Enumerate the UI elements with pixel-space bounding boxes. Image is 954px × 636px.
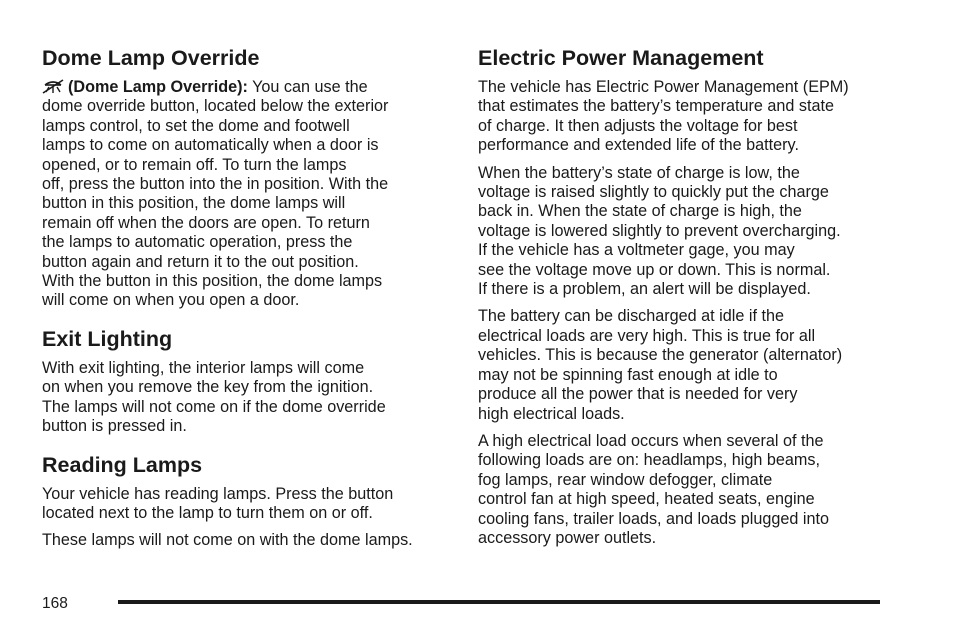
reading-lamps-body-1: Your vehicle has reading lamps. Press the button located next to the lamp to turn them on or off.	[42, 484, 394, 522]
reading-lamps-body-2: These lamps will not come on with the dome lamps.	[42, 531, 413, 550]
dome-lamp-override-text-rest: dome override button, located below the exterior lamps control, to set the dome and footwell lamps to come on automatically when a door is opened, or to remain off. To turn the lamps off, press the button into the in position. With the button in this position, the dome lamps will remain off when the doors are open. To return the lamps to automatic operation, press the button again and return it to the out position. With the button in this position, the dome lamps will come on when you open a door.	[42, 97, 389, 310]
page-number: 168	[42, 595, 68, 612]
exit-lighting-section	[42, 325, 447, 437]
right-column	[478, 44, 883, 556]
electric-power-management-heading: Electric Power Management	[478, 46, 764, 70]
exit-lighting-heading: Exit Lighting	[42, 326, 173, 351]
dome-lamp-override-label: (Dome Lamp Override):	[68, 78, 248, 96]
reading-lamps-heading: Reading Lamps	[42, 452, 203, 477]
footer-rule	[118, 600, 880, 604]
reading-lamps-section	[42, 451, 447, 551]
electric-power-management-section	[478, 44, 883, 548]
dome-lamp-override-section	[42, 44, 447, 311]
left-column	[42, 44, 447, 559]
dome-lamp-override-heading: Dome Lamp Override	[42, 46, 260, 70]
dome-lamp-override-icon	[42, 79, 64, 94]
epm-paragraph-4: A high electrical load occurs when several of the following loads are on: headlamps, high beams, fog lamps, rear window defogger, climate control fan at high speed, heated seats, engine cooling fans, trailer loads, and loads plugged into accessory power outlets.	[478, 431, 829, 547]
epm-paragraph-1: The vehicle has Electric Power Management (EPM) that estimates the battery’s temperature and state of charge. It then adjusts the voltage for best performance and extended life of the battery.	[478, 78, 849, 155]
exit-lighting-body: With exit lighting, the interior lamps will come on when you remove the key from the ignition. The lamps will not come on if the dome override button is pressed in.	[42, 358, 386, 436]
epm-paragraph-2: When the battery’s state of charge is low, the voltage is raised slightly to quickly put the charge back in. When the state of charge is high, the voltage is lowered slightly to prevent overcharging. If the vehicle has a voltmeter gage, you may see the voltage move up or down. This is normal. If there is a problem, an alert will be displayed.	[478, 163, 841, 299]
epm-paragraph-3: The battery can be discharged at idle if the electrical loads are very high. This is true for all vehicles. This is because the generator (alternator) may not be spinning fast enough at idle to produce all the power that is needed for very high electrical loads.	[478, 307, 843, 423]
dome-lamp-override-body	[42, 78, 447, 311]
dome-lamp-override-text-first: You can use the	[247, 78, 368, 96]
